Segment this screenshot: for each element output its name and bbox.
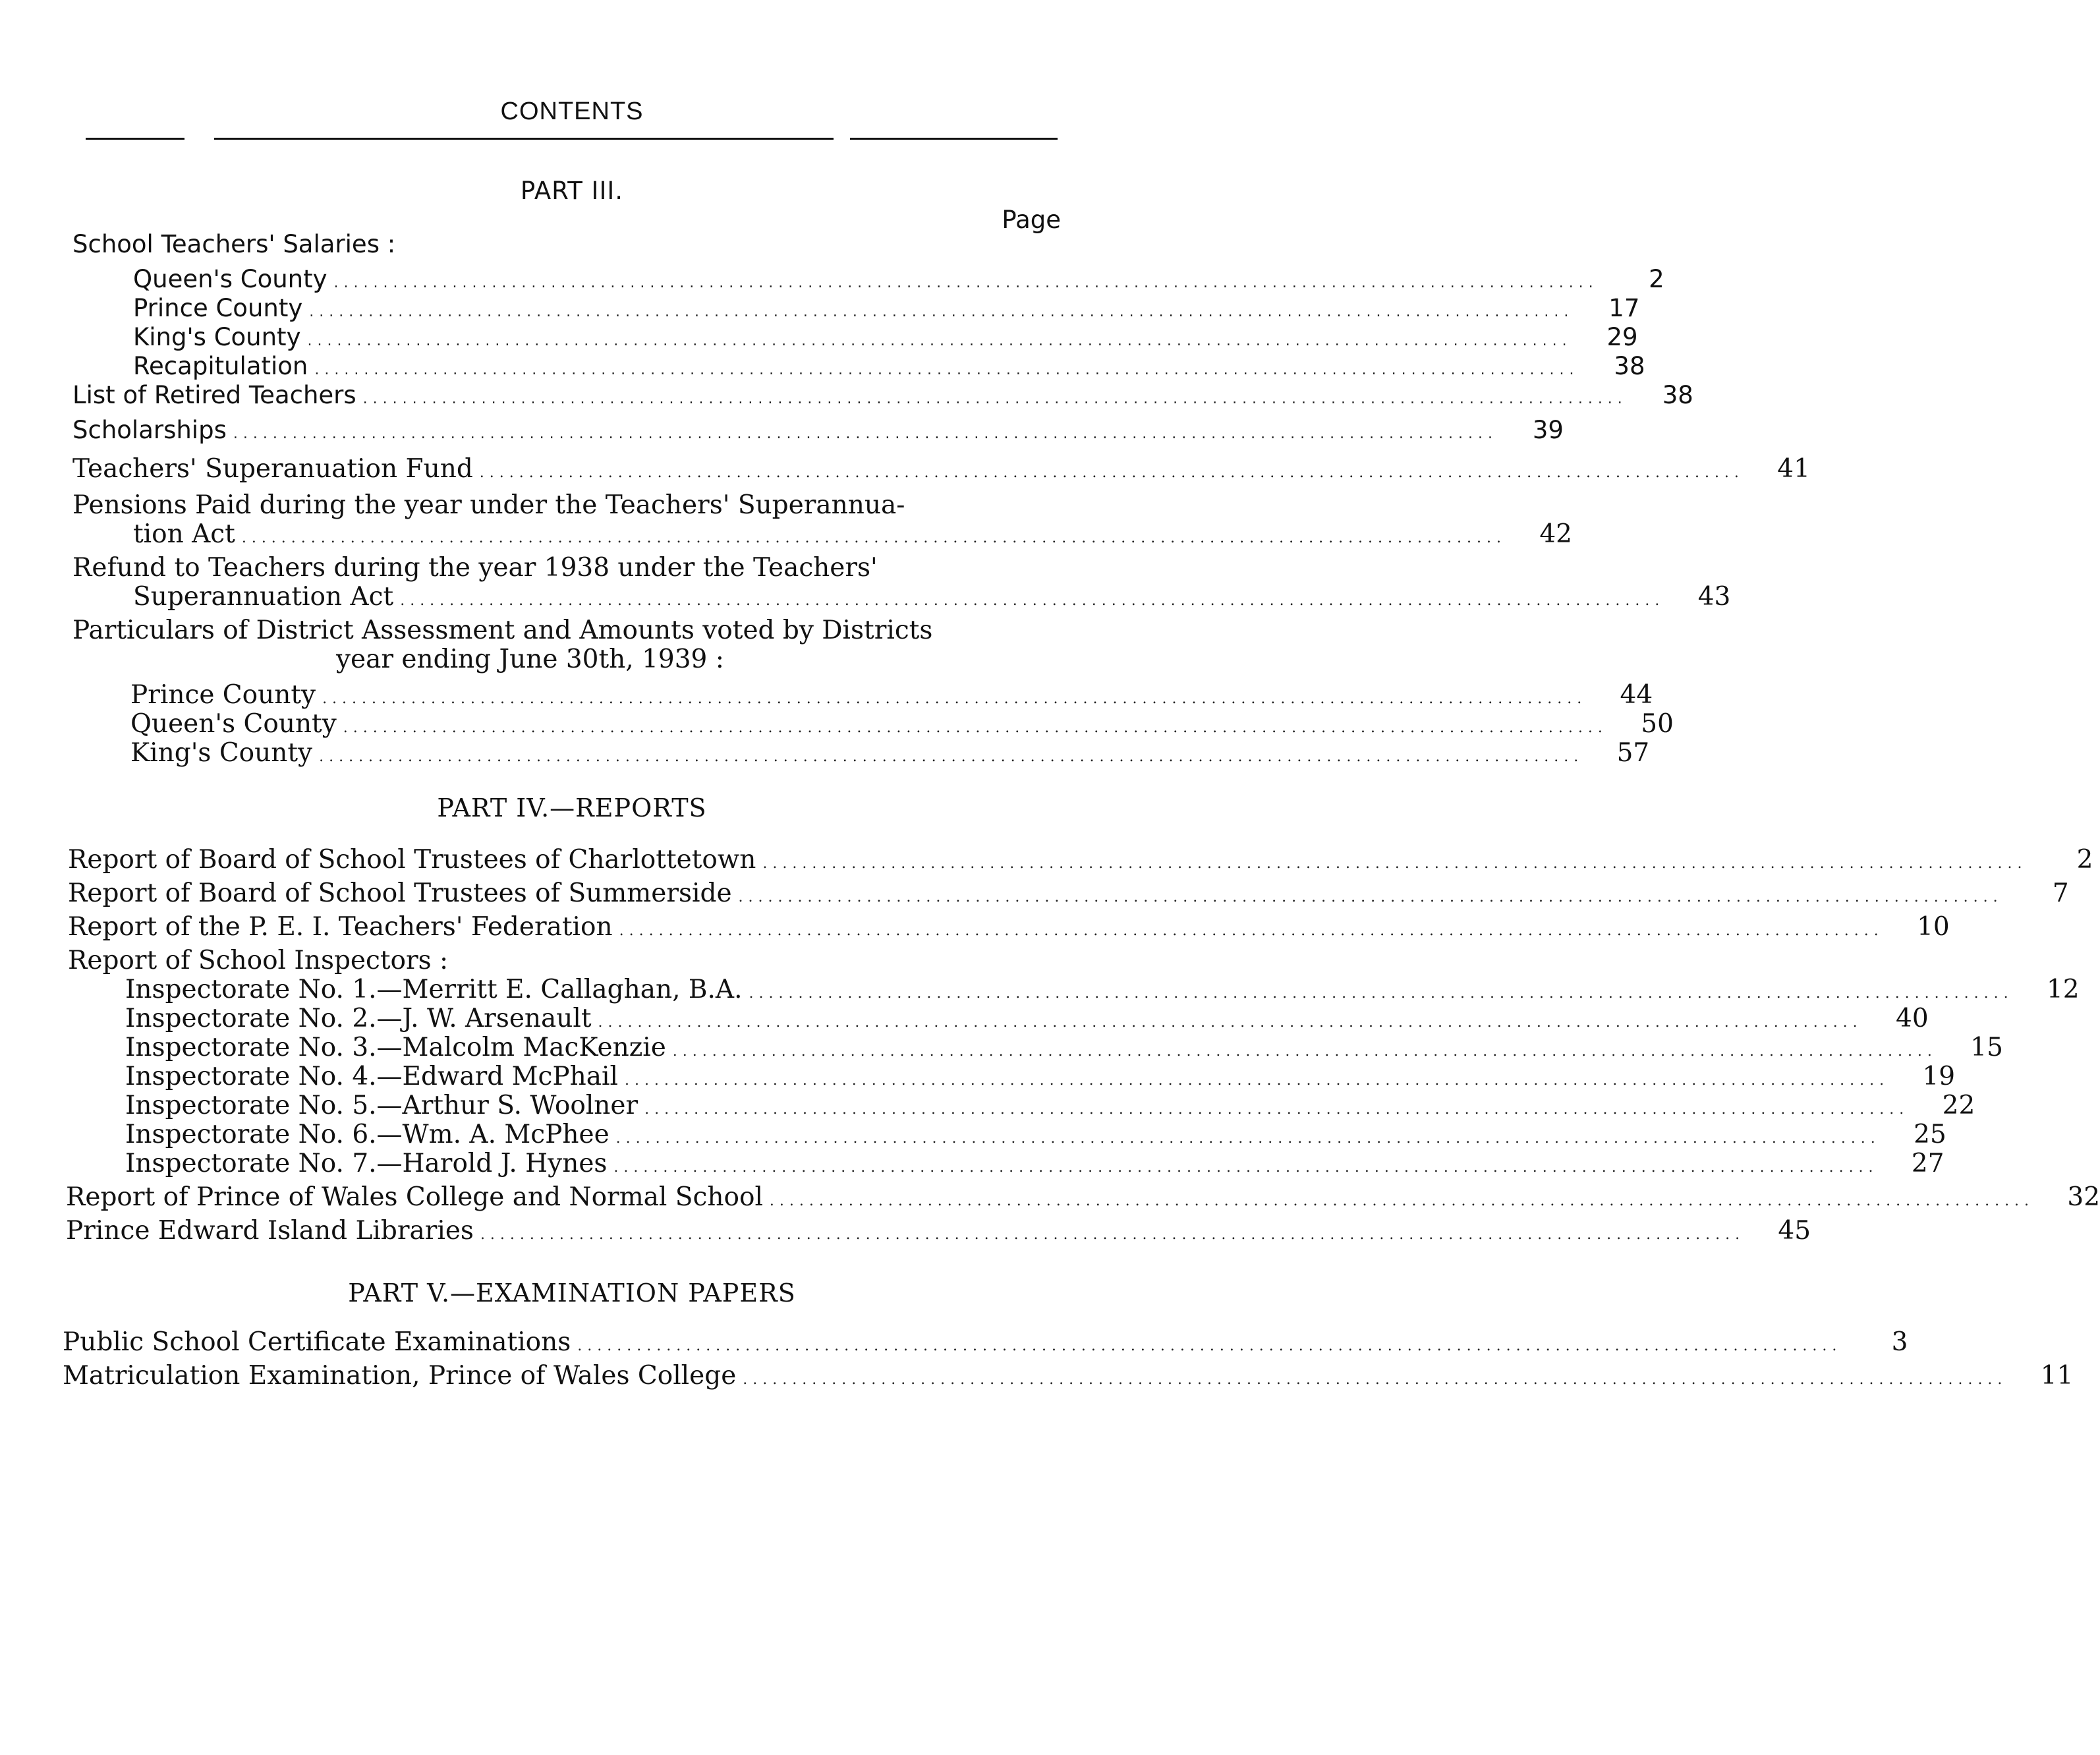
toc-entry-page: 27 bbox=[1911, 1149, 1944, 1178]
toc-entry-label: Recapitulation bbox=[133, 352, 308, 380]
toc-entry bbox=[72, 381, 1693, 409]
assessment-line-1: Particulars of District Assessment and Amounts voted by Districts bbox=[72, 616, 933, 645]
toc-entry bbox=[72, 454, 1810, 484]
toc-entry-page: 50 bbox=[1641, 709, 1674, 739]
toc-entry bbox=[133, 519, 1572, 549]
toc-entry bbox=[133, 323, 1638, 351]
toc-entry-page: 2 bbox=[2076, 845, 2093, 875]
leader-dots: ................................................................................................................................ bbox=[480, 1226, 1745, 1243]
leader-dots: ................................................................................................................................ bbox=[615, 1130, 1881, 1147]
toc-entry-page: 17 bbox=[1608, 294, 1640, 322]
page-title: CONTENTS bbox=[500, 98, 644, 125]
toc-entry bbox=[63, 1361, 2074, 1391]
toc-entry-label: Report of Prince of Wales College and Normal School bbox=[66, 1182, 763, 1212]
toc-entry bbox=[125, 1149, 1944, 1178]
refund-line-1: Refund to Teachers during the year 1938 under the Teachers' bbox=[72, 553, 878, 583]
toc-entry-label: List of Retired Teachers bbox=[72, 381, 356, 409]
toc-entry-page: 25 bbox=[1914, 1120, 1946, 1149]
toc-entry bbox=[125, 1091, 1975, 1120]
leader-dots: ................................................................................................................................ bbox=[362, 391, 1628, 407]
toc-entry-label: Prince Edward Island Libraries bbox=[66, 1216, 474, 1246]
toc-entry-label: Inspectorate No. 4.—Edward McPhail bbox=[125, 1062, 618, 1091]
toc-entry bbox=[125, 1062, 1956, 1091]
leader-dots: ................................................................................................................................ bbox=[400, 592, 1665, 609]
leader-dots: ................................................................................................................................ bbox=[333, 275, 1599, 291]
toc-entry bbox=[133, 294, 1640, 322]
toc-entry-label: Prince County bbox=[133, 294, 303, 322]
toc-entry-label: Inspectorate No. 5.—Arthur S. Woolner bbox=[125, 1091, 639, 1120]
toc-entry bbox=[66, 1216, 1811, 1246]
leader-dots: ................................................................................................................................ bbox=[738, 889, 2003, 906]
leader-dots: ................................................................................................................................ bbox=[241, 530, 1506, 546]
toc-entry-page: 15 bbox=[1970, 1033, 2003, 1062]
toc-entry-page: 38 bbox=[1662, 381, 1693, 409]
toc-entry-label: tion Act bbox=[133, 519, 235, 549]
toc-entry-page: 41 bbox=[1777, 454, 1810, 484]
leader-dots: ................................................................................................................................ bbox=[322, 691, 1587, 707]
toc-entry-label: Inspectorate No. 2.—J. W. Arsenault bbox=[125, 1004, 592, 1033]
toc-entry-page: 44 bbox=[1620, 680, 1653, 710]
part4-heading: PART IV.—REPORTS bbox=[437, 793, 707, 822]
toc-entry bbox=[133, 582, 1731, 612]
toc-entry-label: King's County bbox=[130, 738, 313, 768]
toc-entry-page: 2 bbox=[1649, 265, 1664, 293]
toc-entry-page: 29 bbox=[1606, 323, 1638, 351]
toc-entry bbox=[72, 416, 1564, 444]
leader-dots: ................................................................................................................................ bbox=[309, 304, 1574, 320]
leader-dots: ................................................................................................................................ bbox=[624, 1072, 1890, 1089]
toc-entry-label: Queen's County bbox=[133, 265, 327, 293]
toc-entry-page: 32 bbox=[2067, 1182, 2100, 1212]
toc-entry bbox=[68, 845, 2093, 875]
toc-entry-label: Report of the P. E. I. Teachers' Federation bbox=[68, 912, 613, 942]
toc-entry-page: 3 bbox=[1891, 1327, 1908, 1357]
toc-entry-label: Public School Certificate Examinations bbox=[63, 1327, 571, 1357]
toc-entry-page: 22 bbox=[1942, 1091, 1975, 1120]
toc-entry-label: Report of Board of School Trustees of Summerside bbox=[68, 878, 732, 908]
toc-entry-page: 57 bbox=[1616, 738, 1650, 768]
toc-entry-label: Inspectorate No. 7.—Harold J. Hynes bbox=[125, 1149, 608, 1178]
leader-dots: ................................................................................................................................ bbox=[613, 1159, 1879, 1176]
toc-entry-label: Matriculation Examination, Prince of Wales College bbox=[63, 1361, 737, 1391]
toc-entry-page: 12 bbox=[2046, 975, 2080, 1004]
leader-dots: ................................................................................................................................ bbox=[577, 1338, 1842, 1354]
leader-dots: ................................................................................................................................ bbox=[319, 749, 1584, 765]
part5-heading: PART V.—EXAMINATION PAPERS bbox=[348, 1279, 796, 1308]
toc-entry bbox=[125, 1033, 2003, 1062]
toc-entry bbox=[63, 1327, 1908, 1357]
leader-dots: ................................................................................................................................ bbox=[749, 985, 2014, 1002]
toc-entry-page: 7 bbox=[2052, 878, 2069, 908]
toc-entry-page: 45 bbox=[1778, 1216, 1811, 1246]
toc-entry-label: Prince County bbox=[130, 680, 316, 710]
toc-entry-page: 38 bbox=[1614, 352, 1645, 380]
toc-entry-page: 43 bbox=[1697, 582, 1731, 612]
toc-entry-page: 39 bbox=[1532, 416, 1564, 444]
page-column-heading: Page bbox=[1002, 206, 1061, 234]
leader-dots: ................................................................................................................................ bbox=[479, 465, 1744, 481]
leader-dots: ................................................................................................................................ bbox=[769, 1193, 2035, 1209]
inspectors-heading: Report of School Inspectors : bbox=[68, 946, 449, 975]
title-rule-left bbox=[86, 138, 184, 140]
toc-entry bbox=[133, 265, 1664, 293]
leader-dots: ................................................................................................................................ bbox=[672, 1043, 1937, 1060]
toc-entry-label: Inspectorate No. 6.—Wm. A. McPhee bbox=[125, 1120, 610, 1149]
leader-dots: ................................................................................................................................ bbox=[233, 426, 1498, 442]
toc-entry bbox=[125, 1004, 1929, 1033]
toc-entry bbox=[130, 709, 1674, 739]
pensions-line-1: Pensions Paid during the year under the Teachers' Superannua- bbox=[72, 490, 905, 520]
toc-entry-page: 40 bbox=[1896, 1004, 1929, 1033]
toc-entry-page: 10 bbox=[1917, 912, 1950, 942]
toc-entry-label: Queen's County bbox=[130, 709, 337, 739]
leader-dots: ................................................................................................................................ bbox=[307, 333, 1572, 349]
salaries-heading: School Teachers' Salaries : bbox=[72, 230, 396, 258]
toc-entry bbox=[133, 352, 1645, 380]
toc-entry-label: Scholarships bbox=[72, 416, 227, 444]
toc-entry-label: Report of Board of School Trustees of Charlottetown bbox=[68, 845, 756, 875]
toc-entry bbox=[125, 1120, 1946, 1149]
title-rule-middle bbox=[214, 138, 834, 140]
toc-entry-label: Inspectorate No. 1.—Merritt E. Callaghan, B.A. bbox=[125, 975, 743, 1004]
leader-dots: ................................................................................................................................ bbox=[762, 855, 2028, 872]
toc-entry bbox=[66, 1182, 2100, 1212]
toc-entry-page: 42 bbox=[1539, 519, 1572, 549]
toc-entry-page: 11 bbox=[2040, 1361, 2074, 1391]
toc-entry-page: 19 bbox=[1922, 1062, 1956, 1091]
toc-entry bbox=[68, 912, 1950, 942]
leader-dots: ................................................................................................................................ bbox=[743, 1371, 2008, 1388]
toc-entry-label: King's County bbox=[133, 323, 301, 351]
toc-entry-label: Inspectorate No. 3.—Malcolm MacKenzie bbox=[125, 1033, 666, 1062]
assessment-line-2: year ending June 30th, 1939 : bbox=[336, 645, 724, 674]
toc-entry bbox=[125, 975, 2080, 1004]
part3-heading: PART III. bbox=[520, 177, 624, 205]
toc-entry-label: Superannuation Act bbox=[133, 582, 394, 612]
title-rule-right bbox=[850, 138, 1058, 140]
leader-dots: ................................................................................................................................ bbox=[598, 1014, 1863, 1031]
leader-dots: ................................................................................................................................ bbox=[644, 1101, 1910, 1118]
toc-entry-label: Teachers' Superanuation Fund bbox=[72, 454, 473, 484]
leader-dots: ................................................................................................................................ bbox=[314, 362, 1579, 378]
leader-dots: ................................................................................................................................ bbox=[619, 923, 1884, 939]
leader-dots: ................................................................................................................................ bbox=[343, 720, 1608, 736]
toc-entry bbox=[130, 738, 1650, 768]
toc-entry bbox=[130, 680, 1653, 710]
toc-entry bbox=[68, 878, 2069, 908]
